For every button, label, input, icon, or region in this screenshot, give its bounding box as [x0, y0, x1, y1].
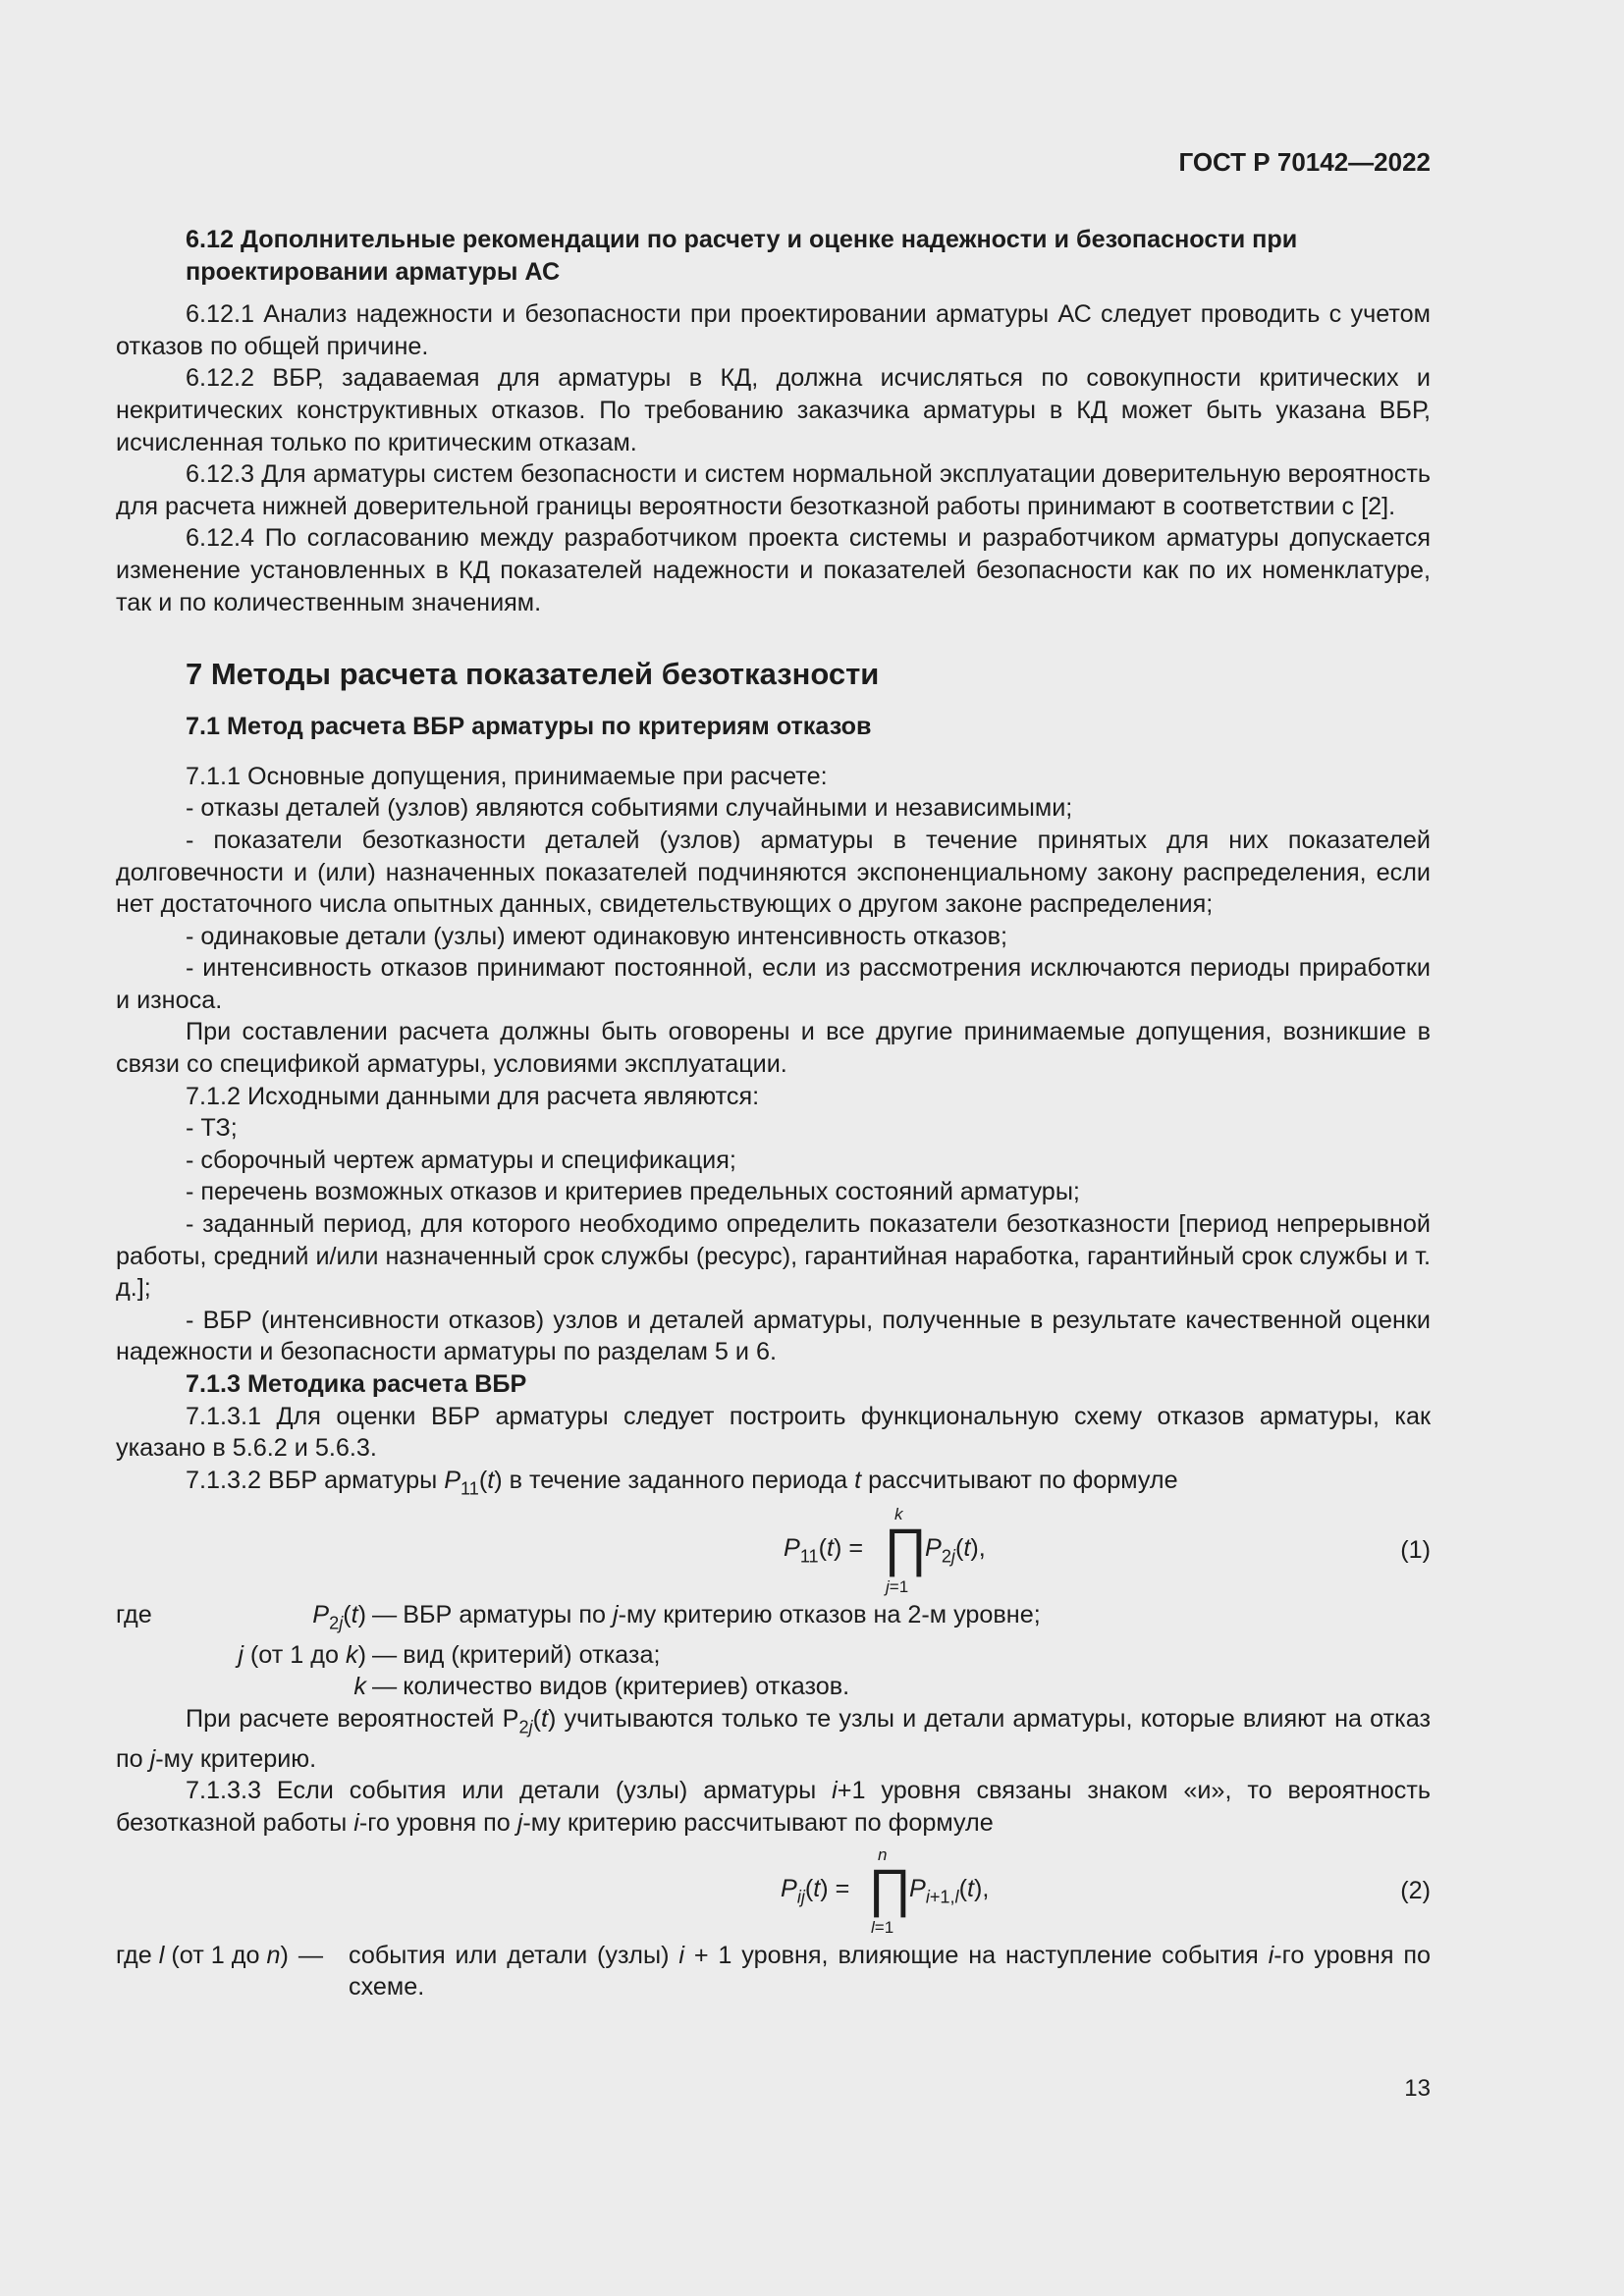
paragraph-6-12-1: 6.12.1 Анализ надежности и безопасности при проектировании арматуры АС следует проводить с учетом отказов по общей причине. — [116, 300, 1431, 360]
formula-2-legend: где l (от 1 до n) — события или детали (узлы) i + 1 уровня, влияющие на наступление события i-го уровня по схеме. — [116, 1941, 1431, 2002]
paragraph-7-1-1: 7.1.1 Основные допущения, принимаемые при расчете: — [186, 762, 828, 790]
formula-1-legend: где $P_{2j}(t)$ — ВБР арматуры по j-му критерию отказов на 2-м уровне; j (от 1 до k) — вид (критерий) отказа; k — количество видов (критериев) отказов. — [116, 1600, 1041, 1701]
input-item-4: - заданный период, для которого необходимо определить показатели безотказности [период непрерывной работы, средний и/или назначенный срок службы (ресурс), гарантийная наработка, гарантийный срок службы и т. д.]; — [116, 1210, 1431, 1303]
paragraph-7-1-2: 7.1.2 Исходными данными для расчета являются: — [186, 1082, 760, 1110]
paragraph-6-12-4: 6.12.4 По согласованию между разработчиком проекта системы и разработчиком арматуры допускается изменение установленных в КД показателей надежности и показателей безопасности как по их номенклатуре, так и по количественным значениям. — [116, 524, 1431, 616]
formula-1-expression: $P_{11}(t)$ = ∏ k j=1 $P_{2j}(t)$, — [784, 1504, 986, 1596]
paragraph-7-1-3-2: 7.1.3.2 ВБР арматуры $P_{11}(t)$ в течение заданного периода t рассчитывают по формуле — [186, 1466, 1178, 1499]
page-number: 13 — [1404, 2075, 1431, 2102]
assumption-note: При составлении расчета должны быть оговорены и все другие принимаемые допущения, возникшие в связи со спецификой арматуры, условиями эксплуатации. — [116, 1018, 1431, 1079]
section-6-12-heading: 6.12 Дополнительные рекомендации по расчету и оценке надежности и безопасности при проектировании арматуры АС — [186, 226, 1298, 286]
paragraph-7-1-3-1: 7.1.3.1 Для оценки ВБР арматуры следует построить функциональную схему отказов арматуры, как указано в 5.6.2 и 5.6.3. — [116, 1402, 1431, 1463]
formula-2-expression: $P_{ij}(t)$ = ∏ n l=1 $P_{i+1,l}(t)$, — [781, 1844, 990, 1937]
input-item-2: - сборочный чертеж арматуры и спецификация; — [186, 1146, 736, 1174]
product-symbol: ∏ — [868, 1858, 912, 1918]
paragraph-7-1-3-3: 7.1.3.3 Если события или детали (узлы) арматуры i+1 уровня связаны знаком «и», то вероятность безотказной работы i-го уровня по j-му критерию рассчитывают по формуле — [116, 1777, 1431, 1837]
formula-1 — [116, 1505, 1431, 1599]
input-item-5: - ВБР (интенсивности отказов) узлов и деталей арматуры, полученные в результате качественной оценки надежности и безопасности арматуры по разделам 5 и 6. — [116, 1306, 1431, 1366]
assumption-4: - интенсивность отказов принимают постоянной, если из рассмотрения исключаются периоды приработки и износа. — [116, 954, 1431, 1014]
assumption-1: - отказы деталей (узлов) являются событиями случайными и независимыми; — [186, 794, 1073, 823]
input-item-3: - перечень возможных отказов и критериев предельных состояний арматуры; — [186, 1178, 1080, 1206]
standard-number: ГОСТ Р 70142—2022 — [1178, 147, 1431, 177]
paragraph-6-12-3: 6.12.3 Для арматуры систем безопасности и систем нормальной эксплуатации доверительную вероятность для расчета нижней доверительной границы вероятности безотказной работы принимают в соответствии с [2]. — [116, 460, 1431, 520]
product-symbol: ∏ — [884, 1518, 928, 1577]
formula-1-number: (1) — [1400, 1535, 1431, 1564]
formula-2 — [116, 1845, 1431, 1940]
section-7-heading: 7 Методы расчета показателей безотказности — [186, 657, 880, 692]
input-item-1: - ТЗ; — [186, 1114, 238, 1143]
page-content — [116, 224, 1431, 2003]
formula-2-number: (2) — [1400, 1876, 1431, 1904]
subsection-7-1-3-heading: 7.1.3 Методика расчета ВБР — [186, 1370, 527, 1398]
section-7-1-heading: 7.1 Метод расчета ВБР арматуры по критериям отказов — [186, 713, 872, 741]
paragraph-6-12-2: 6.12.2 ВБР, задаваемая для арматуры в КД, должна исчисляться по совокупности критических и некритических конструктивных отказов. По требованию заказчика арматуры в КД может быть указана ВБР, исчисленная только по критическим отказам. — [116, 364, 1431, 456]
paragraph-probability-calc: При расчете вероятностей $P_{2j}(t)$ учитываются только те узлы и детали арматуры, которые влияют на отказ по j-му критерию. — [116, 1704, 1431, 1773]
assumption-3: - одинаковые детали (узлы) имеют одинаковую интенсивность отказов; — [186, 922, 1007, 950]
assumption-2: - показатели безотказности деталей (узлов) арматуры в течение принятых для них показателей долговечности и (или) назначенных показателей подчиняются экспоненциальному закону распределения, если нет достаточного числа опытных данных, свидетельствующих о другом законе распределения; — [116, 826, 1431, 919]
